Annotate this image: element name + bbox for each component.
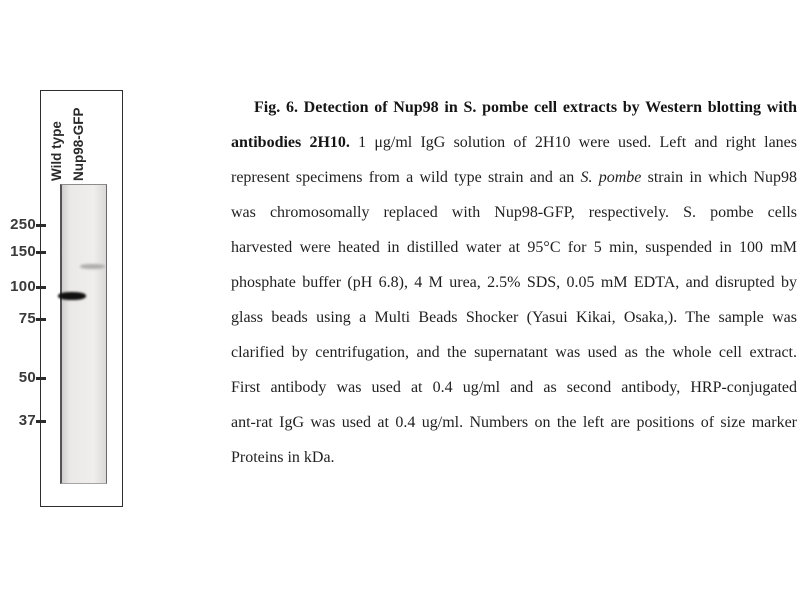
caption-text: antibodies 2H10. [231,134,350,151]
caption-text: Proteins in kDa. [231,449,335,466]
marker-tick-50 [36,377,46,380]
marker-tick-250 [36,224,46,227]
lane-label-nup98-gfp: Nup98-GFP [71,107,86,181]
caption-text: harvested were heated in distilled water at 95°C for 5 min, suspended in 100 mM [231,239,797,256]
caption-text: First antibody was used at 0.4 ug/ml and as second antibody, HRP-conjugated [231,379,797,396]
marker-label-250: 250 [10,216,36,233]
caption-text: was chromosomally replaced with Nup98-GFP, respectively. S. pombe cells [231,204,797,221]
lane-label-wild-type: Wild type [49,121,64,181]
caption-text: glass beads using a Multi Beads Shocker (Yasui Kikai, Osaka,). The sample was [231,309,797,326]
caption-text: clarified by centrifugation, and the supernatant was used as the whole cell extract. [231,344,797,361]
caption-line-4 [231,195,797,230]
band-wild-type [58,292,86,300]
figure-caption [231,90,797,475]
caption-text: ant-rat IgG was used at 0.4 ug/ml. Numbers on the left are positions of size marker [231,414,797,431]
caption-line-10 [231,405,797,440]
caption-line-8 [231,335,797,370]
marker-tick-75 [36,318,46,321]
caption-line-3 [231,160,797,195]
caption-line-5 [231,230,797,265]
caption-line-1 [231,90,797,125]
gel-strip [60,184,107,484]
marker-label-75: 75 [18,310,36,327]
marker-tick-100 [36,286,46,289]
caption-text: phosphate buffer (pH 6.8), 4 M urea, 2.5% SDS, 0.05 mM EDTA, and disrupted by [231,274,797,291]
caption-line-2 [231,125,797,160]
caption-text: strain in which Nup98 [641,169,797,186]
caption-text: Fig. 6. Detection of Nup98 in S. pombe cell extracts by Western blotting with [254,99,797,116]
caption-text: 1 μg/ml IgG solution of 2H10 were used. Left and right lanes [349,134,798,151]
marker-label-50: 50 [18,369,36,386]
marker-tick-150 [36,251,46,254]
caption-line-7 [231,300,797,335]
marker-label-100: 100 [10,278,36,295]
caption-line-6 [231,265,797,300]
marker-label-37: 37 [18,412,36,429]
marker-label-150: 150 [10,243,36,260]
caption-line-11 [231,440,797,475]
band-nup98-gfp [80,264,105,269]
caption-text: represent specimens from a wild type strain and an [231,169,581,186]
marker-tick-37 [36,420,46,423]
caption-text: S. pombe [580,169,642,186]
caption-line-9 [231,370,797,405]
